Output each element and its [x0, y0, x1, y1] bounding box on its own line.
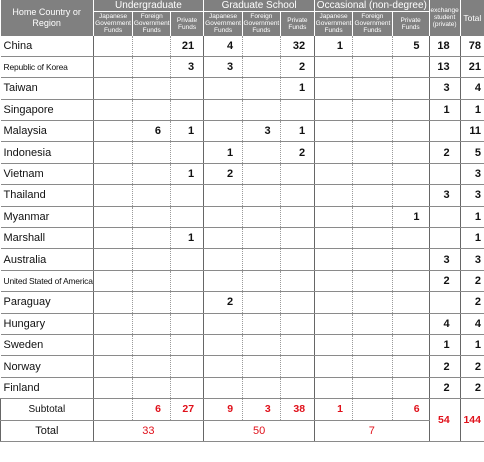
value-cell — [280, 313, 314, 334]
value-cell: 1 — [171, 228, 204, 249]
value-cell — [392, 292, 429, 313]
value-cell — [280, 228, 314, 249]
exchange-header: exchange student (private) — [429, 0, 460, 36]
value-cell — [392, 270, 429, 291]
value-cell: 1 — [392, 206, 429, 227]
value-cell: 4 — [204, 36, 243, 57]
value-cell — [315, 356, 353, 377]
total-cell: 2 — [460, 377, 484, 398]
value-cell — [392, 142, 429, 163]
value-cell — [392, 228, 429, 249]
value-cell — [93, 56, 133, 77]
total-cell: 3 — [460, 185, 484, 206]
value-cell — [392, 78, 429, 99]
value-cell — [315, 292, 353, 313]
occasional-header: Occasional (non-degree) — [315, 0, 429, 12]
value-cell — [280, 356, 314, 377]
total-cell: 78 — [460, 36, 484, 57]
value-cell — [243, 36, 281, 57]
value-cell — [243, 163, 281, 184]
exchange-cell: 18 — [429, 36, 460, 57]
table-row — [1, 206, 484, 227]
total-cell: 2 — [460, 292, 484, 313]
value-cell — [280, 206, 314, 227]
country-cell: Taiwan — [1, 78, 94, 99]
value-cell — [243, 99, 281, 120]
value-cell — [171, 313, 204, 334]
subtotal-cell: 3 — [243, 399, 281, 420]
value-cell — [133, 249, 171, 270]
exchange-cell — [429, 206, 460, 227]
value-cell — [133, 313, 171, 334]
value-cell — [171, 292, 204, 313]
value-cell — [93, 163, 133, 184]
exchange-cell: 2 — [429, 356, 460, 377]
gs-private-header: Private Funds — [280, 12, 314, 36]
exchange-cell — [429, 228, 460, 249]
table-row — [1, 356, 484, 377]
exchange-cell: 13 — [429, 56, 460, 77]
value-cell — [280, 292, 314, 313]
country-cell: Malaysia — [1, 121, 94, 142]
value-cell — [133, 56, 171, 77]
value-cell — [315, 56, 353, 77]
country-cell: Indonesia — [1, 142, 94, 163]
ug-japanese-header: Japanese Government Funds — [95, 13, 131, 35]
value-cell — [93, 249, 133, 270]
value-cell — [315, 377, 353, 398]
ug-private-header: Private Funds — [171, 12, 204, 36]
value-cell — [133, 228, 171, 249]
value-cell — [171, 78, 204, 99]
value-cell — [171, 356, 204, 377]
value-cell — [315, 163, 353, 184]
value-cell — [171, 185, 204, 206]
value-cell — [353, 121, 393, 142]
oc-private-header: Private Funds — [392, 12, 429, 36]
exchange-cell: 2 — [429, 142, 460, 163]
value-cell — [204, 99, 243, 120]
value-cell: 1 — [280, 121, 314, 142]
value-cell — [204, 78, 243, 99]
value-cell — [353, 185, 393, 206]
exchange-cell — [429, 121, 460, 142]
table-row — [1, 334, 484, 355]
value-cell — [243, 206, 281, 227]
value-cell — [204, 334, 243, 355]
value-cell — [315, 334, 353, 355]
value-cell — [133, 206, 171, 227]
value-cell — [171, 334, 204, 355]
value-cell — [315, 121, 353, 142]
value-cell — [93, 270, 133, 291]
table-row — [1, 121, 484, 142]
table-row — [1, 228, 484, 249]
value-cell — [171, 142, 204, 163]
value-cell — [133, 185, 171, 206]
country-cell: Singapore — [1, 99, 94, 120]
total-cell: 1 — [460, 228, 484, 249]
value-cell: 21 — [171, 36, 204, 57]
value-cell — [353, 142, 393, 163]
value-cell — [315, 313, 353, 334]
value-cell — [204, 228, 243, 249]
table-row — [1, 377, 484, 398]
value-cell: 6 — [133, 121, 171, 142]
exchange-cell: 3 — [429, 78, 460, 99]
value-cell — [133, 163, 171, 184]
value-cell — [133, 377, 171, 398]
country-cell: Vietnam — [1, 163, 94, 184]
value-cell — [280, 185, 314, 206]
value-cell — [204, 249, 243, 270]
value-cell — [93, 206, 133, 227]
value-cell: 1 — [204, 142, 243, 163]
value-cell — [93, 36, 133, 57]
table-row — [1, 249, 484, 270]
value-cell — [353, 228, 393, 249]
value-cell — [353, 249, 393, 270]
graduate-header: Graduate School — [204, 0, 315, 12]
value-cell — [171, 206, 204, 227]
country-cell: Thailand — [1, 185, 94, 206]
value-cell — [133, 292, 171, 313]
undergraduate-total: 33 — [93, 420, 203, 441]
undergraduate-header: Undergraduate — [93, 0, 203, 12]
value-cell — [392, 377, 429, 398]
value-cell — [353, 292, 393, 313]
value-cell — [243, 228, 281, 249]
value-cell — [315, 249, 353, 270]
value-cell — [171, 249, 204, 270]
oc-foreign-header: Foreign Government Funds — [354, 13, 391, 35]
value-cell: 32 — [280, 36, 314, 57]
table-row — [1, 292, 484, 313]
exchange-cell: 3 — [429, 249, 460, 270]
graduate-total: 50 — [204, 420, 315, 441]
value-cell — [243, 56, 281, 77]
value-cell — [315, 206, 353, 227]
value-cell — [392, 56, 429, 77]
table-row — [1, 56, 484, 77]
value-cell — [93, 334, 133, 355]
value-cell — [315, 78, 353, 99]
value-cell — [243, 185, 281, 206]
total-cell: 2 — [460, 270, 484, 291]
value-cell — [353, 36, 393, 57]
value-cell — [315, 99, 353, 120]
table-row — [1, 163, 484, 184]
table-row — [1, 36, 484, 57]
subtotal-label: Subtotal — [1, 399, 94, 420]
value-cell — [243, 377, 281, 398]
value-cell — [353, 56, 393, 77]
exchange-cell: 1 — [429, 99, 460, 120]
gs-japanese-header: Japanese Government Funds — [205, 13, 241, 35]
value-cell — [243, 249, 281, 270]
value-cell — [315, 185, 353, 206]
occasional-total: 7 — [315, 420, 429, 441]
value-cell — [353, 313, 393, 334]
table-row — [1, 78, 484, 99]
exchange-grand-total: 54 — [429, 399, 460, 442]
total-cell: 3 — [460, 163, 484, 184]
value-cell — [204, 313, 243, 334]
value-cell — [392, 334, 429, 355]
value-cell — [243, 313, 281, 334]
table-row — [1, 270, 484, 291]
total-cell: 1 — [460, 206, 484, 227]
value-cell: 3 — [204, 56, 243, 77]
country-cell: Australia — [1, 249, 94, 270]
value-cell — [243, 334, 281, 355]
value-cell — [243, 78, 281, 99]
value-cell — [133, 78, 171, 99]
total-cell: 5 — [460, 142, 484, 163]
value-cell — [280, 163, 314, 184]
value-cell — [353, 377, 393, 398]
subtotal-cell: 6 — [392, 399, 429, 420]
country-cell: Finland — [1, 377, 94, 398]
country-cell: United Stated of America — [1, 270, 94, 291]
exchange-cell: 4 — [429, 313, 460, 334]
subtotal-cell: 27 — [171, 399, 204, 420]
value-cell — [133, 270, 171, 291]
country-cell: Paraguay — [1, 292, 94, 313]
value-cell — [353, 99, 393, 120]
table-row — [1, 313, 484, 334]
value-cell: 2 — [280, 142, 314, 163]
value-cell: 3 — [171, 56, 204, 77]
value-cell — [133, 99, 171, 120]
total-cell: 3 — [460, 249, 484, 270]
total-cell: 2 — [460, 356, 484, 377]
value-cell — [353, 356, 393, 377]
value-cell: 1 — [280, 78, 314, 99]
value-cell: 1 — [171, 163, 204, 184]
value-cell — [93, 228, 133, 249]
value-cell — [353, 78, 393, 99]
subtotal-cell: 1 — [315, 399, 353, 420]
value-cell — [353, 206, 393, 227]
value-cell — [93, 99, 133, 120]
value-cell: 2 — [204, 163, 243, 184]
value-cell — [315, 270, 353, 291]
value-cell — [204, 121, 243, 142]
value-cell — [315, 142, 353, 163]
value-cell — [392, 249, 429, 270]
value-cell — [353, 270, 393, 291]
value-cell — [204, 377, 243, 398]
subtotal-cell: 6 — [133, 399, 171, 420]
exchange-cell: 3 — [429, 185, 460, 206]
value-cell: 1 — [315, 36, 353, 57]
table-row — [1, 99, 484, 120]
value-cell — [93, 377, 133, 398]
value-cell — [280, 270, 314, 291]
value-cell: 2 — [204, 292, 243, 313]
total-cell: 4 — [460, 78, 484, 99]
exchange-cell — [429, 163, 460, 184]
value-cell — [392, 99, 429, 120]
value-cell — [392, 313, 429, 334]
total-header: Total — [460, 0, 484, 36]
value-cell — [93, 142, 133, 163]
value-cell — [93, 313, 133, 334]
value-cell — [171, 99, 204, 120]
country-cell: Hungary — [1, 313, 94, 334]
value-cell: 5 — [392, 36, 429, 57]
value-cell — [280, 377, 314, 398]
oc-japanese-header: Japanese Government Funds — [315, 13, 352, 35]
value-cell — [315, 228, 353, 249]
value-cell — [243, 142, 281, 163]
total-cell: 11 — [460, 121, 484, 142]
value-cell — [392, 356, 429, 377]
value-cell — [133, 36, 171, 57]
exchange-cell: 2 — [429, 377, 460, 398]
subtotal-cell: 38 — [280, 399, 314, 420]
ug-foreign-header: Foreign Government Funds — [133, 13, 170, 35]
value-cell: 3 — [243, 121, 281, 142]
value-cell — [280, 334, 314, 355]
country-cell: Norway — [1, 356, 94, 377]
value-cell — [93, 185, 133, 206]
country-cell: Sweden — [1, 334, 94, 355]
value-cell — [243, 292, 281, 313]
value-cell — [93, 121, 133, 142]
country-cell: Myanmar — [1, 206, 94, 227]
value-cell — [280, 249, 314, 270]
value-cell — [171, 270, 204, 291]
value-cell — [133, 334, 171, 355]
country-cell: China — [1, 36, 94, 57]
value-cell — [204, 356, 243, 377]
home-country-header: Home Country or Region — [1, 0, 94, 36]
grand-total: 144 — [460, 399, 484, 442]
value-cell — [93, 292, 133, 313]
value-cell — [392, 185, 429, 206]
exchange-cell — [429, 292, 460, 313]
value-cell — [204, 270, 243, 291]
total-cell: 1 — [460, 99, 484, 120]
value-cell — [133, 356, 171, 377]
value-cell — [353, 163, 393, 184]
subtotal-cell — [353, 399, 393, 420]
value-cell — [392, 121, 429, 142]
value-cell — [93, 356, 133, 377]
total-cell: 21 — [460, 56, 484, 77]
value-cell — [392, 163, 429, 184]
value-cell: 1 — [171, 121, 204, 142]
value-cell — [243, 270, 281, 291]
table-row — [1, 142, 484, 163]
exchange-cell: 2 — [429, 270, 460, 291]
subtotal-cell: 9 — [204, 399, 243, 420]
value-cell: 2 — [280, 56, 314, 77]
country-cell: Marshall — [1, 228, 94, 249]
value-cell — [204, 185, 243, 206]
subtotal-row — [1, 399, 484, 420]
total-cell: 1 — [460, 334, 484, 355]
value-cell — [133, 142, 171, 163]
value-cell — [93, 78, 133, 99]
value-cell — [204, 206, 243, 227]
value-cell — [353, 334, 393, 355]
value-cell — [171, 377, 204, 398]
total-label: Total — [1, 420, 94, 441]
subtotal-cell — [93, 399, 133, 420]
table-row — [1, 185, 484, 206]
value-cell — [243, 356, 281, 377]
gs-foreign-header: Foreign Government Funds — [243, 13, 280, 35]
total-cell: 4 — [460, 313, 484, 334]
country-cell: Republic of Korea — [1, 56, 94, 77]
value-cell — [280, 99, 314, 120]
exchange-cell: 1 — [429, 334, 460, 355]
total-row — [1, 420, 484, 441]
